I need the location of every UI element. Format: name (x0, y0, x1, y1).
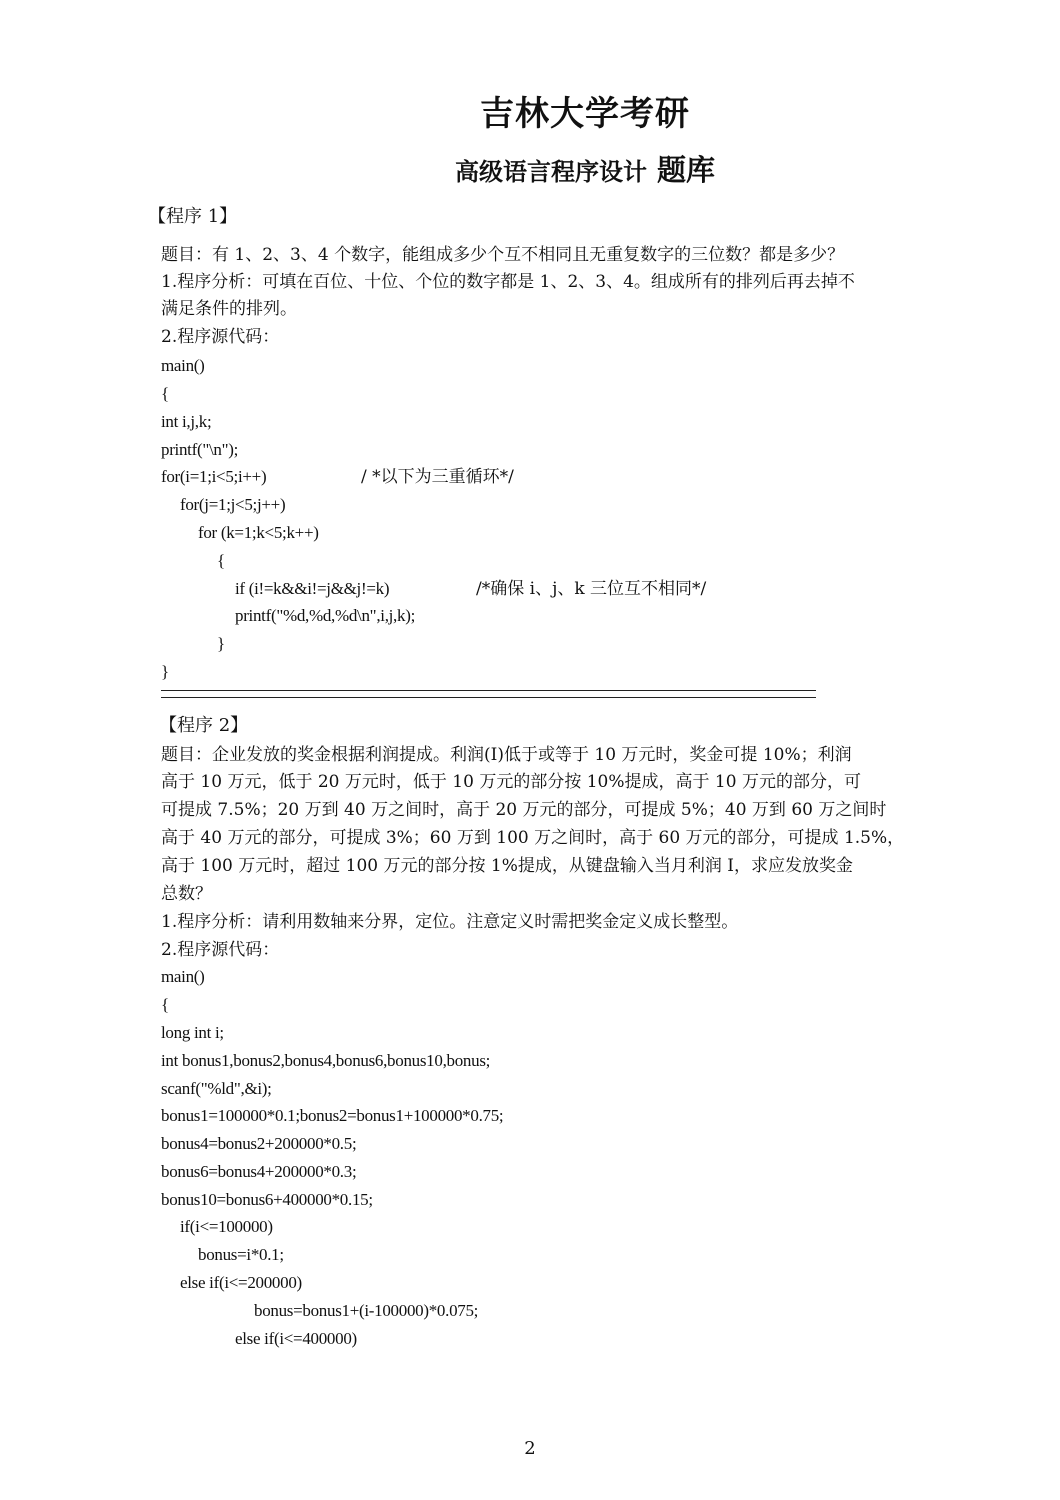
program1-heading: 【程序 1】 (148, 206, 238, 227)
subtitle-emphasis: 题库 (656, 153, 715, 187)
code-line: printf("\n"); (161, 440, 239, 459)
code-line: main() (161, 967, 205, 986)
program1-source-label: 2.程序源代码： (161, 327, 280, 347)
code-line: bonus4=bonus2+200000*0.5; (161, 1134, 357, 1153)
program2-question-line: 题目：企业发放的奖金根据利润提成。利润(I)低于或等于 10 万元时，奖金可提 10%；利润 (161, 745, 852, 765)
program2-question-line: 总数？ (161, 884, 212, 904)
code-line: bonus1=100000*0.1;bonus2=bonus1+100000*0.75; (161, 1106, 504, 1125)
subtitle-main: 高级语言程序设计 (454, 157, 647, 186)
document-subtitle (0, 148, 1060, 189)
program2-analysis: 1.程序分析：请利用数轴来分界，定位。注意定义时需把奖金定义成长整型。 (161, 912, 739, 932)
code-line: { (161, 384, 169, 403)
code-comment: / *以下为三重循环*/ (361, 467, 514, 487)
program1-analysis-line1: 1.程序分析：可填在百位、十位、个位的数字都是 1、2、3、4。组成所有的排列后再去掉不 (161, 272, 855, 292)
code-line: else if(i<=200000) (180, 1273, 302, 1292)
code-line: long int i; (161, 1023, 224, 1042)
code-line: if(i<=100000) (180, 1217, 273, 1236)
code-line: if (i!=k&&i!=j&&j!=k) (235, 579, 390, 598)
section-separator (161, 690, 816, 698)
code-line: for(i=1;i<5;i++) (161, 467, 267, 486)
code-comment: /*确保 i、j、k 三位互不相同*/ (476, 579, 707, 599)
code-line: main() (161, 356, 205, 375)
code-line: } (217, 634, 225, 653)
code-line: bonus6=bonus4+200000*0.3; (161, 1162, 357, 1181)
code-line: } (161, 662, 169, 681)
program2-source-label: 2.程序源代码： (161, 940, 280, 960)
code-line: bonus10=bonus6+400000*0.15; (161, 1190, 373, 1209)
code-line: printf("%d,%d,%d\n",i,j,k); (235, 606, 415, 625)
program2-question-line: 高于 40 万元的部分，可提成 3%；60 万到 100 万之间时，高于 60 万元的部分，可提成 1.5%， (161, 828, 905, 848)
code-line: for (k=1;k<5;k++) (198, 523, 319, 542)
code-line: { (161, 995, 169, 1014)
program2-question-line: 高于 100 万元时，超过 100 万元的部分按 1%提成，从键盘输入当月利润 I，求应发放奖金 (161, 856, 854, 876)
code-line: bonus=i*0.1; (198, 1245, 284, 1264)
page-number: 2 (524, 1438, 536, 1459)
code-line: int i,j,k; (161, 412, 212, 431)
program1-analysis-line2: 满足条件的排列。 (161, 299, 297, 319)
code-line: for(j=1;j<5;j++) (180, 495, 286, 514)
code-line: bonus=bonus1+(i-100000)*0.075; (254, 1301, 479, 1320)
program2-heading: 【程序 2】 (159, 715, 249, 736)
code-line: { (217, 551, 225, 570)
code-line: scanf("%ld",&i); (161, 1079, 272, 1098)
code-line: int bonus1,bonus2,bonus4,bonus6,bonus10,bonus; (161, 1051, 491, 1070)
document-title: 吉林大学考研 (480, 94, 690, 134)
code-line: else if(i<=400000) (235, 1329, 357, 1348)
program2-question-line: 可提成 7.5%；20 万到 40 万之间时，高于 20 万元的部分，可提成 5%；40 万到 60 万之间时 (161, 800, 887, 820)
program1-question: 题目：有 1、2、3、4 个数字，能组成多少个互不相同且无重复数字的三位数？都是多少？ (161, 245, 845, 265)
program2-question-line: 高于 10 万元，低于 20 万元时，低于 10 万元的部分按 10%提成，高于 10 万元的部分，可 (161, 772, 861, 792)
